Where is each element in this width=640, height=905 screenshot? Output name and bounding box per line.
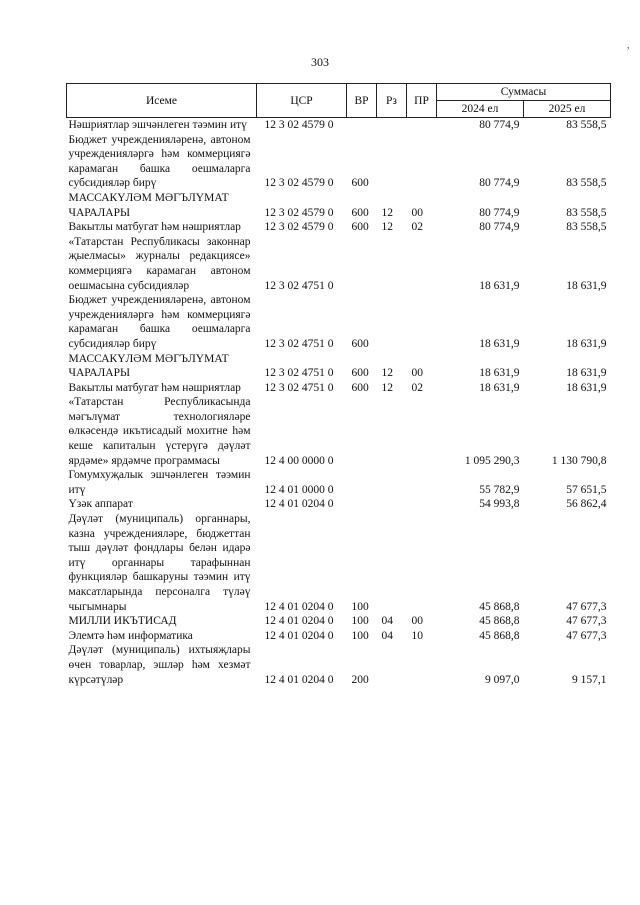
row-name: МИЛЛИ ИКЪТИСАД [68, 615, 177, 628]
header-year-2025: 2025 ел [524, 101, 611, 118]
row-rz [377, 293, 407, 351]
row-pr [407, 235, 437, 293]
row-name: Бюджет учрежденияләренә, автоном учрежденияләргә һәм коммерциягә карамаган башка оешмаларга субсидияләр бирү [68, 133, 251, 190]
row-csr: 12 3 02 4751 0 [264, 381, 334, 394]
row-vr: 600 [351, 221, 369, 234]
table-row [67, 118, 611, 133]
row-vr [347, 395, 377, 468]
row-name: Үзәк аппарат [68, 498, 133, 511]
row-vr: 200 [351, 673, 369, 686]
row-pr: 02 [411, 221, 423, 234]
page-number: 303 [311, 55, 329, 69]
row-rz: 12 [381, 221, 393, 234]
row-pr: 00 [411, 615, 423, 628]
row-sum-2024: 18 631,9 [479, 337, 520, 350]
row-pr [407, 512, 437, 614]
row-vr: 600 [351, 367, 369, 380]
row-name: МАССАКҮЛӘМ МӘГЪЛҮМАТ ЧАРАЛАРЫ [68, 191, 229, 219]
row-csr: 12 3 02 4751 0 [264, 279, 334, 292]
header-pr: ПР [407, 84, 437, 118]
row-rz [377, 133, 407, 191]
row-csr: 12 3 02 4579 0 [264, 177, 334, 190]
row-name: Гомумхуҗалык эшчәнлеген тәэмин итү [68, 469, 251, 496]
row-rz [377, 395, 407, 468]
row-name: Дәүләт (муниципаль) ихтыяҗлары өчен товарлар, эшләр һәм хезмәт күрсәтүләр [68, 644, 251, 686]
row-pr: 10 [411, 629, 423, 642]
row-sum-2024: 45 868,8 [479, 629, 520, 642]
row-vr: 600 [351, 206, 369, 219]
row-sum-2025: 18 631,9 [566, 367, 607, 380]
row-sum-2024: 45 868,8 [479, 615, 520, 628]
row-rz: 04 [381, 615, 393, 628]
row-vr: 600 [351, 337, 369, 350]
row-name: «Татарстан Республикасында мәгълүмат технологияләре өлкәсендә икътисадый мохитне һәм кеше капиталын үстерүгә дәүләт ярдәме» ярдәмче программасы [68, 396, 251, 467]
row-pr [407, 468, 437, 497]
row-pr [407, 643, 437, 687]
header-name: Исеме [67, 84, 257, 118]
row-pr [407, 395, 437, 468]
row-sum-2024: 1 095 290,3 [464, 454, 520, 467]
row-sum-2024: 18 631,9 [479, 279, 520, 292]
table-row [67, 133, 611, 191]
row-sum-2024: 80 774,9 [479, 206, 520, 219]
row-rz [377, 643, 407, 687]
row-name: «Татарстан Республикасы законнар җыелмасы» журналы редакциясе» коммерциягә карамаган автоном оешмасына субсидияләр [68, 235, 251, 292]
table-body [67, 118, 611, 688]
row-pr [407, 293, 437, 351]
row-rz [377, 512, 407, 614]
row-sum-2025: 57 651,5 [566, 483, 607, 496]
row-rz: 04 [381, 629, 393, 642]
table-row [67, 468, 611, 497]
table-row [67, 235, 611, 293]
table-header [67, 84, 611, 118]
row-rz [377, 497, 407, 512]
row-name: Нәшриятлар эшчәнлеген тәэмин итү [68, 119, 247, 131]
row-sum-2025: 83 558,5 [566, 177, 607, 190]
row-name: Вакытлы матбугат һәм нәшриятлар [68, 221, 241, 234]
header-sums: Суммасы [437, 84, 611, 101]
row-sum-2024: 80 774,9 [479, 177, 520, 190]
table-row [67, 629, 611, 644]
row-pr [407, 133, 437, 191]
row-name: Бюджет учрежденияләренә, автоном учрежденияләргә һәм коммерциягә карамаган башка оешмаларга субсидияләр бирү [68, 294, 251, 350]
row-sum-2024: 45 868,8 [479, 600, 520, 613]
row-csr: 12 3 02 4751 0 [264, 337, 334, 350]
row-pr [407, 497, 437, 512]
row-pr: 00 [411, 206, 423, 219]
row-vr: 100 [351, 600, 369, 613]
row-csr: 12 4 01 0204 0 [264, 673, 334, 686]
row-rz: 12 [381, 206, 393, 219]
row-csr: 12 4 01 0204 0 [264, 498, 334, 511]
row-rz: 12 [381, 367, 393, 380]
row-sum-2025: 9 157,1 [572, 673, 607, 686]
row-sum-2024: 18 631,9 [479, 381, 520, 394]
row-sum-2025: 18 631,9 [566, 381, 607, 394]
row-sum-2024: 55 782,9 [479, 483, 520, 496]
table-row [67, 512, 611, 614]
row-csr: 12 4 01 0204 0 [264, 600, 334, 613]
row-vr [347, 118, 377, 133]
row-name: МАССАКҮЛӘМ МӘГЪЛҮМАТ ЧАРАЛАРЫ [68, 352, 229, 380]
row-sum-2024: 80 774,9 [479, 119, 520, 131]
row-vr [347, 468, 377, 497]
budget-table [66, 83, 611, 687]
row-csr: 12 4 01 0000 0 [264, 483, 334, 496]
row-vr [347, 497, 377, 512]
row-sum-2025: 1 130 790,8 [551, 454, 607, 467]
table-row [67, 614, 611, 629]
row-vr [347, 235, 377, 293]
row-sum-2024: 18 631,9 [479, 367, 520, 380]
row-vr: 600 [351, 381, 369, 394]
header-year-2024: 2024 ел [437, 101, 524, 118]
row-sum-2025: 83 558,5 [566, 119, 607, 131]
row-rz [377, 118, 407, 133]
row-sum-2025: 18 631,9 [566, 279, 607, 292]
row-csr: 12 4 00 0000 0 [264, 454, 334, 467]
header-vr: ВР [347, 84, 377, 118]
row-rz [377, 468, 407, 497]
header-csr: ЦСР [257, 84, 347, 118]
row-name: Вакытлы матбугат һәм нәшриятлар [68, 381, 241, 394]
scan-mark: , [627, 40, 630, 51]
table-row [67, 220, 611, 235]
row-csr: 12 3 02 4751 0 [264, 367, 334, 380]
row-name: Дәүләт (муниципаль) органнары, казна учрежденияләре, бюджеттан тыш дәүләт фондлары белән идарә итү органнары тарафыннан функцияләр башкаруны тәэмин итү максатларында персоналга түләү чыгымнары [68, 513, 251, 613]
row-rz [377, 235, 407, 293]
row-sum-2025: 83 558,5 [566, 221, 607, 234]
row-vr: 600 [351, 177, 369, 190]
table-row [67, 352, 611, 381]
row-vr: 100 [351, 615, 369, 628]
table-row [67, 643, 611, 687]
table-row [67, 497, 611, 512]
row-sum-2025: 47 677,3 [566, 600, 607, 613]
row-csr: 12 3 02 4579 0 [264, 221, 334, 234]
row-name: Элемтә һәм информатика [68, 629, 193, 642]
row-sum-2025: 47 677,3 [566, 629, 607, 642]
row-sum-2024: 80 774,9 [479, 221, 520, 234]
table-row [67, 395, 611, 468]
header-rz: Рз [377, 84, 407, 118]
row-csr: 12 4 01 0204 0 [264, 615, 334, 628]
row-sum-2025: 47 677,3 [566, 615, 607, 628]
row-vr: 100 [351, 629, 369, 642]
row-sum-2025: 18 631,9 [566, 337, 607, 350]
row-sum-2024: 9 097,0 [485, 673, 520, 686]
row-csr: 12 3 02 4579 0 [264, 119, 334, 131]
table-row [67, 293, 611, 351]
row-pr: 00 [411, 367, 423, 380]
table-row [67, 191, 611, 220]
row-csr: 12 3 02 4579 0 [264, 206, 334, 219]
row-sum-2024: 54 993,8 [479, 498, 520, 511]
row-csr: 12 4 01 0204 0 [264, 629, 334, 642]
row-rz: 12 [381, 381, 393, 394]
table-row [67, 381, 611, 396]
row-pr: 02 [411, 381, 423, 394]
row-pr [407, 118, 437, 133]
row-sum-2025: 56 862,4 [566, 498, 607, 511]
row-sum-2025: 83 558,5 [566, 206, 607, 219]
